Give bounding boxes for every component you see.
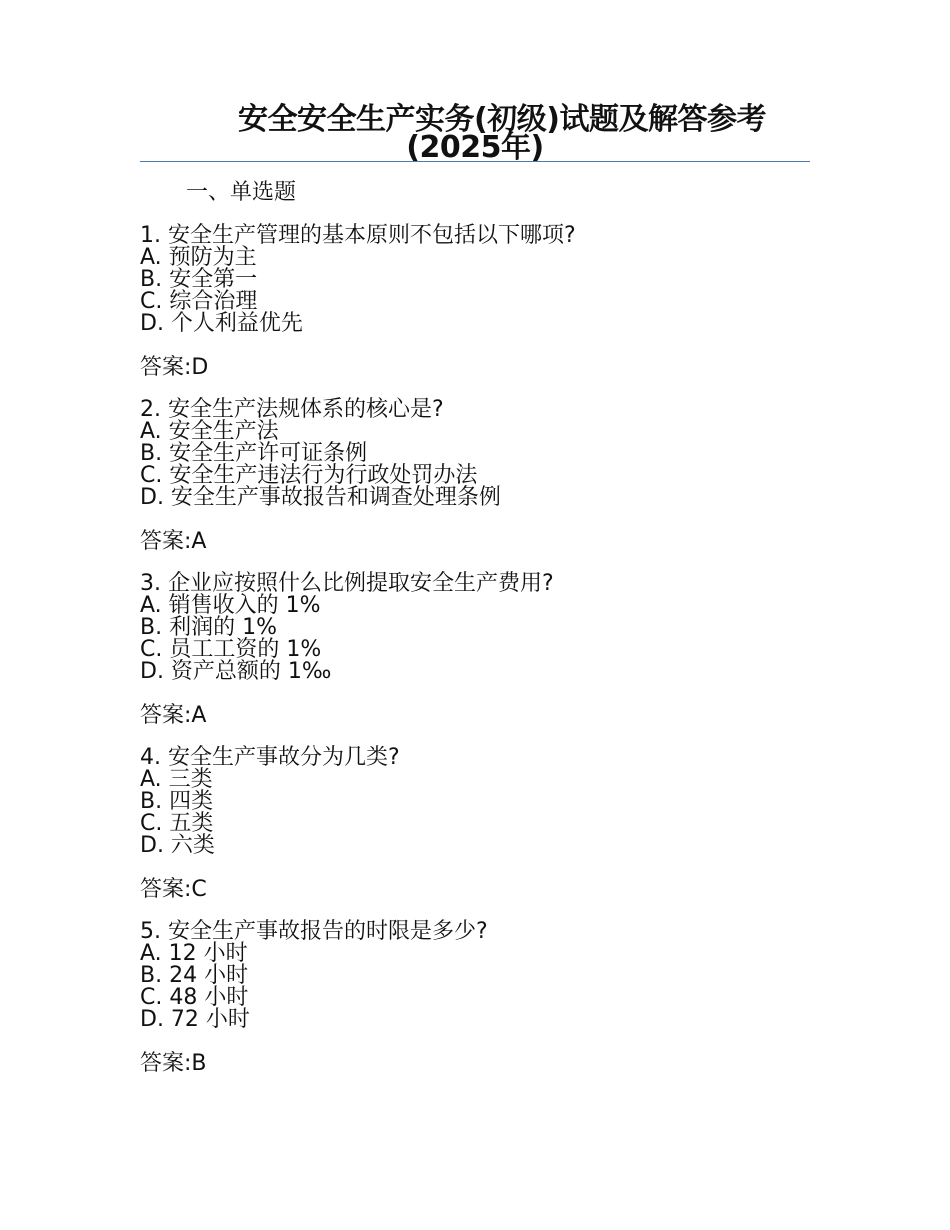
answer: 答案:C [140, 877, 207, 902]
option-b: B. 安全第一 [140, 267, 258, 292]
answer: 答案:A [140, 703, 207, 728]
question-text: 2. 安全生产法规体系的核心是? [140, 397, 444, 422]
option-b: B. 安全生产许可证条例 [140, 441, 368, 466]
section-heading: 一、单选题 [186, 180, 297, 205]
question-5 [140, 921, 800, 1095]
document-title [140, 102, 810, 165]
question-list [140, 225, 800, 1095]
option-b: B. 四类 [140, 789, 214, 814]
option-d: D. 72 小时 [140, 1007, 250, 1032]
option-d: D. 六类 [140, 833, 215, 858]
question-1 [140, 225, 800, 399]
question-text: 3. 企业应按照什么比例提取安全生产费用? [140, 571, 554, 596]
option-c: C. 综合治理 [140, 289, 258, 314]
option-a: A. 12 小时 [140, 941, 248, 966]
question-text: 1. 安全生产管理的基本原则不包括以下哪项? [140, 223, 576, 248]
option-c: C. 安全生产违法行为行政处罚办法 [140, 463, 478, 488]
option-d: D. 资产总额的 1‰ [140, 659, 332, 684]
question-4 [140, 747, 800, 921]
title-divider [140, 161, 810, 162]
title-line-1: 安全安全生产实务(初级)试题及解答参考 [238, 102, 766, 137]
option-a: A. 销售收入的 1% [140, 593, 321, 618]
answer: 答案:B [140, 1051, 207, 1076]
option-b: B. 利润的 1% [140, 615, 277, 640]
title-line-2: (2025年) [406, 130, 544, 165]
question-2 [140, 399, 800, 573]
answer: 答案:A [140, 529, 207, 554]
option-d: D. 个人利益优先 [140, 311, 303, 336]
option-c: C. 48 小时 [140, 985, 249, 1010]
option-b: B. 24 小时 [140, 963, 249, 988]
option-c: C. 员工工资的 1% [140, 637, 322, 662]
option-d: D. 安全生产事故报告和调查处理条例 [140, 485, 501, 510]
question-text: 5. 安全生产事故报告的时限是多少? [140, 919, 488, 944]
option-a: A. 安全生产法 [140, 419, 279, 444]
option-c: C. 五类 [140, 811, 214, 836]
option-a: A. 预防为主 [140, 245, 257, 270]
option-a: A. 三类 [140, 767, 213, 792]
answer: 答案:D [140, 355, 209, 380]
question-text: 4. 安全生产事故分为几类? [140, 745, 400, 770]
question-3 [140, 573, 800, 747]
